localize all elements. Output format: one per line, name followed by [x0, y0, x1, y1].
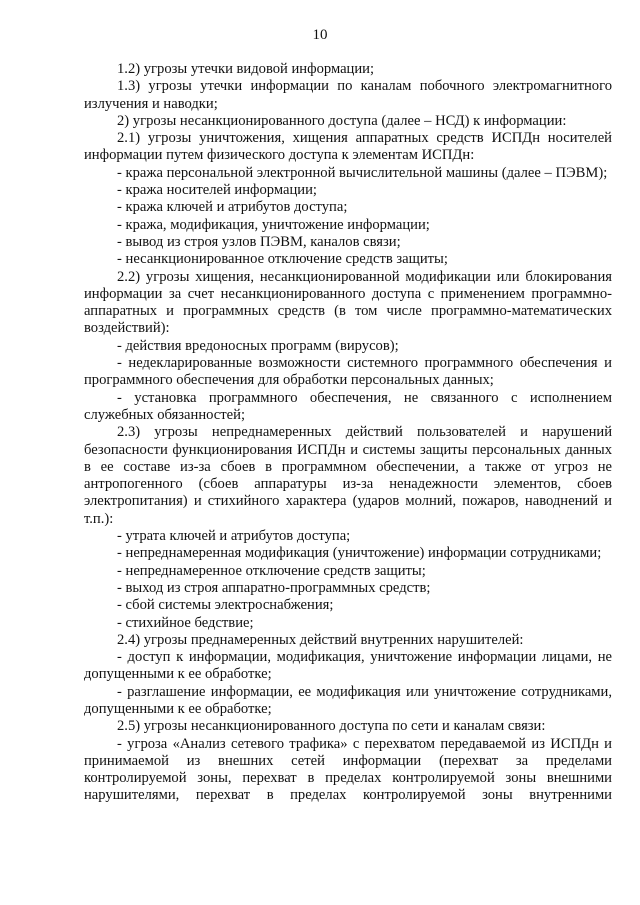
paragraph-2-1: 2.1) угрозы уничтожения, хищения аппаратных средств ИСПДн носителей информации путем физического доступа к элементам ИСПДн: [84, 130, 612, 164]
list-item: - угроза «Анализ сетевого трафика» с перехватом передаваемой из ИСПДн и принимаемой из внешних сетей информации (перехват за пределами контролируемой зоны, перехват в пределах контролируемой зоны внешними нарушителями, перехват в пределах контролируемой зоны внутренними [84, 735, 612, 804]
list-item: - доступ к информации, модификация, уничтожение информации лицами, не допущенными к ее обработке; [84, 649, 612, 683]
paragraph-2: 2) угрозы несанкционированного доступа (далее – НСД) к информации: [117, 112, 567, 129]
list-item: - кража, модификация, уничтожение информации; [117, 216, 430, 233]
document-body [84, 61, 612, 805]
paragraph-1-3: 1.3) угрозы утечки информации по каналам побочного электромагнитного излучения и наводки; [84, 78, 612, 112]
list-item: - действия вредоносных программ (вирусов); [117, 337, 399, 354]
list-item: - несанкционированное отключение средств защиты; [117, 251, 448, 268]
list-item: - выход из строя аппаратно-программных средств; [117, 579, 431, 596]
list-item: - непреднамеренная модификация (уничтожение) информации сотрудниками; [117, 545, 602, 562]
list-item: - кража персональной электронной вычислительной машины (далее – ПЭВМ); [117, 164, 608, 181]
list-item: - кража ключей и атрибутов доступа; [117, 199, 348, 216]
list-item: - утрата ключей и атрибутов доступа; [117, 528, 351, 545]
list-item: - стихийное бедствие; [117, 614, 254, 631]
list-item: - непреднамеренное отключение средств защиты; [117, 562, 426, 579]
list-item: - вывод из строя узлов ПЭВМ, каналов связи; [117, 233, 401, 250]
paragraph-1-2: 1.2) угрозы утечки видовой информации; [117, 61, 375, 77]
list-item: - установка программного обеспечения, не связанного с исполнением служебных обязанностей; [84, 389, 612, 423]
page-number: 10 [312, 27, 328, 43]
paragraph-2-5: 2.5) угрозы несанкционированного доступа по сети и каналам связи: [117, 718, 546, 735]
paragraph-2-3: 2.3) угрозы непреднамеренных действий пользователей и нарушений безопасности функционирования ИСПДн и системы защиты персональных данных в ее составе из-за сбоев в программном обеспечении, а также от угроз не антропогенного (сбоев аппаратуры из-за ненадежности элементов, сбоев электропитания) и стихийного характера (ударов молний, пожаров, наводнений и т.п.): [84, 424, 612, 527]
list-item: - сбой системы электроснабжения; [117, 597, 334, 614]
list-item: - разглашение информации, ее модификация или уничтожение сотрудниками, допущенными к ее обработке; [84, 683, 612, 717]
list-item: - кража носителей информации; [117, 182, 317, 199]
paragraph-2-4: 2.4) угрозы преднамеренных действий внутренних нарушителей: [117, 631, 524, 648]
paragraph-2-2: 2.2) угрозы хищения, несанкционированной модификации или блокирования информации за счет несанкционированного доступа с применением программно-аппаратных и программных средств (в том числе программно-математических воздействий): [84, 268, 612, 337]
list-item: - недекларированные возможности системного программного обеспечения и программного обеспечения для обработки персональных данных; [84, 355, 612, 389]
